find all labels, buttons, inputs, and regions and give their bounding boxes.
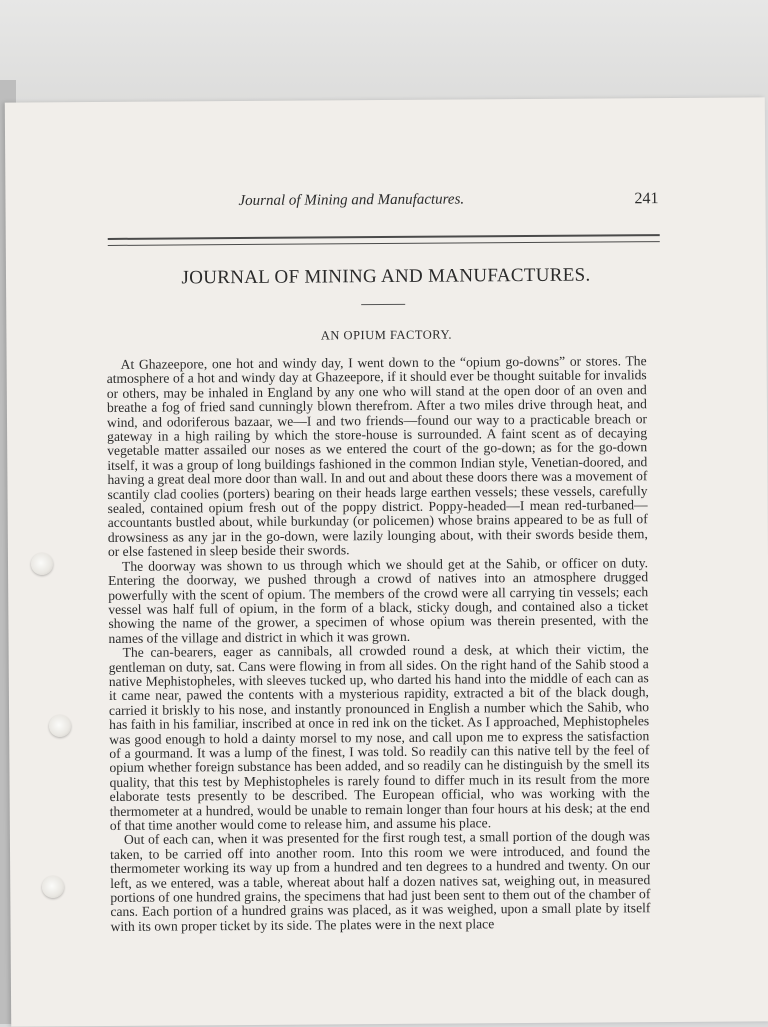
background-wall <box>0 0 768 110</box>
paragraph-1: At Ghazeepore, one hot and windy day, I went down to the “opium go-downs” or stores. The atmosphere of a hot and windy day at Ghazeepore, if it should ever be thought suitable for invalids or others, may be inhaled in England by any one who will stand at the open door of an oven and breathe a fog of fried sand cunningly blown therefrom. After a two miles drive through heat, and wind, and odoriferous bazaar, we—I and two friends—found our way to a practicable breach or gateway in a high railing by which the store-house is surrounded. A faint scent as of decaying vegetable matter assailed our noses as we entered the court of the go-down; as for the go-down itself, it was a group of long buildings fashioned in the common Indian style, Venetian-doored, and having a great deal more door than wall. In and out and about these doors there was a movement of scantily clad coolies (porters) bearing on their heads large earthen vessels; these vessels, carefully sealed, contained opium fresh out of the poppy district. Poppy-headed—I mean red-turbaned—accountants bustled about, while burkunday (or policemen) whose brains appeared to be as full of drowsiness as any jar in the go-down, were lazily lounging about, with their swords beside them, or else fastened in sleep beside their swords. <box>106 353 648 560</box>
title-divider <box>361 304 405 305</box>
paragraph-4: Out of each can, when it was presented for the first rough test, a small portion of the dough was taken, to be carried off into another room. Into this room we were introduced, and found the thermometer working its way up from a hundred and ten degrees to a hundred and twenty. On our left, as we entered, was a table, whereat about half a dozen natives sat, weighing out, in measured portions of one hundred grains, the specimens that had just been sent to them out of the chamber of cans. Each portion of a hundred grains was placed, as it was weighed, upon a small plate by itself with its own proper ticket by its side. The plates were in the next place <box>109 828 651 934</box>
page-number: 241 <box>634 190 659 208</box>
header-rule <box>108 234 660 246</box>
binding-hole <box>31 553 53 575</box>
journal-title: JOURNAL OF MINING AND MANUFACTURES. <box>181 264 591 289</box>
paragraph-3: The can-bearers, eager as cannibals, all crowded round a desk, at which their victim, the gentleman on duty, sat. Cans were flowing in from all sides. On the right hand of the Sahib stood a native Mephistopheles, with sleeves tucked up, who darted his hand into the middle of each can as it came near, pawed the contents with a mysterious rapidity, extracted a bit of the black dough, carried it briskly to his nose, and instantly pronounced in English a number which the Sahib, who has faith in his familiar, inscribed at once in red ink on the ticket. As I approached, Mephistopheles was good enough to hold a dainty morsel to my nose, and call upon me to express the satisfaction of a gourmand. It was a lump of the finest, I was told. So readily can this native tell by the feel of opium whether foreign substance has been added, and so readily can he distinguish by the smell its quality, that this test by Mephistopheles is rarely found to differ much in its result from the more elaborate tests presently to be described. The European official, who was working with the thermometer at a hundred, would be unable to remain longer than four hours at his desk; at the end of that time another would come to release him, and assume his place. <box>108 641 650 833</box>
article-body <box>107 354 651 934</box>
binding-hole <box>42 876 64 898</box>
running-head: Journal of Mining and Manufactures. <box>238 191 465 210</box>
document-page <box>5 97 768 1026</box>
page-header <box>110 190 658 218</box>
article-title: AN OPIUM FACTORY. <box>320 327 453 343</box>
binding-hole <box>49 715 71 737</box>
paragraph-2: The doorway was shown to us through which we should get at the Sahib, or officer on duty. Entering the doorway, we pushed through a crowd of natives into an atmosphere drugged powerfully with the scent of opium. The members of the crowd were all carrying tin vessels; each vessel was half full of opium, in the form of a black, sticky dough, and contained also a ticket showing the name of the grower, a specimen of whose opium was therein presented, with the names of the village and district in which it was grown. <box>108 554 649 646</box>
